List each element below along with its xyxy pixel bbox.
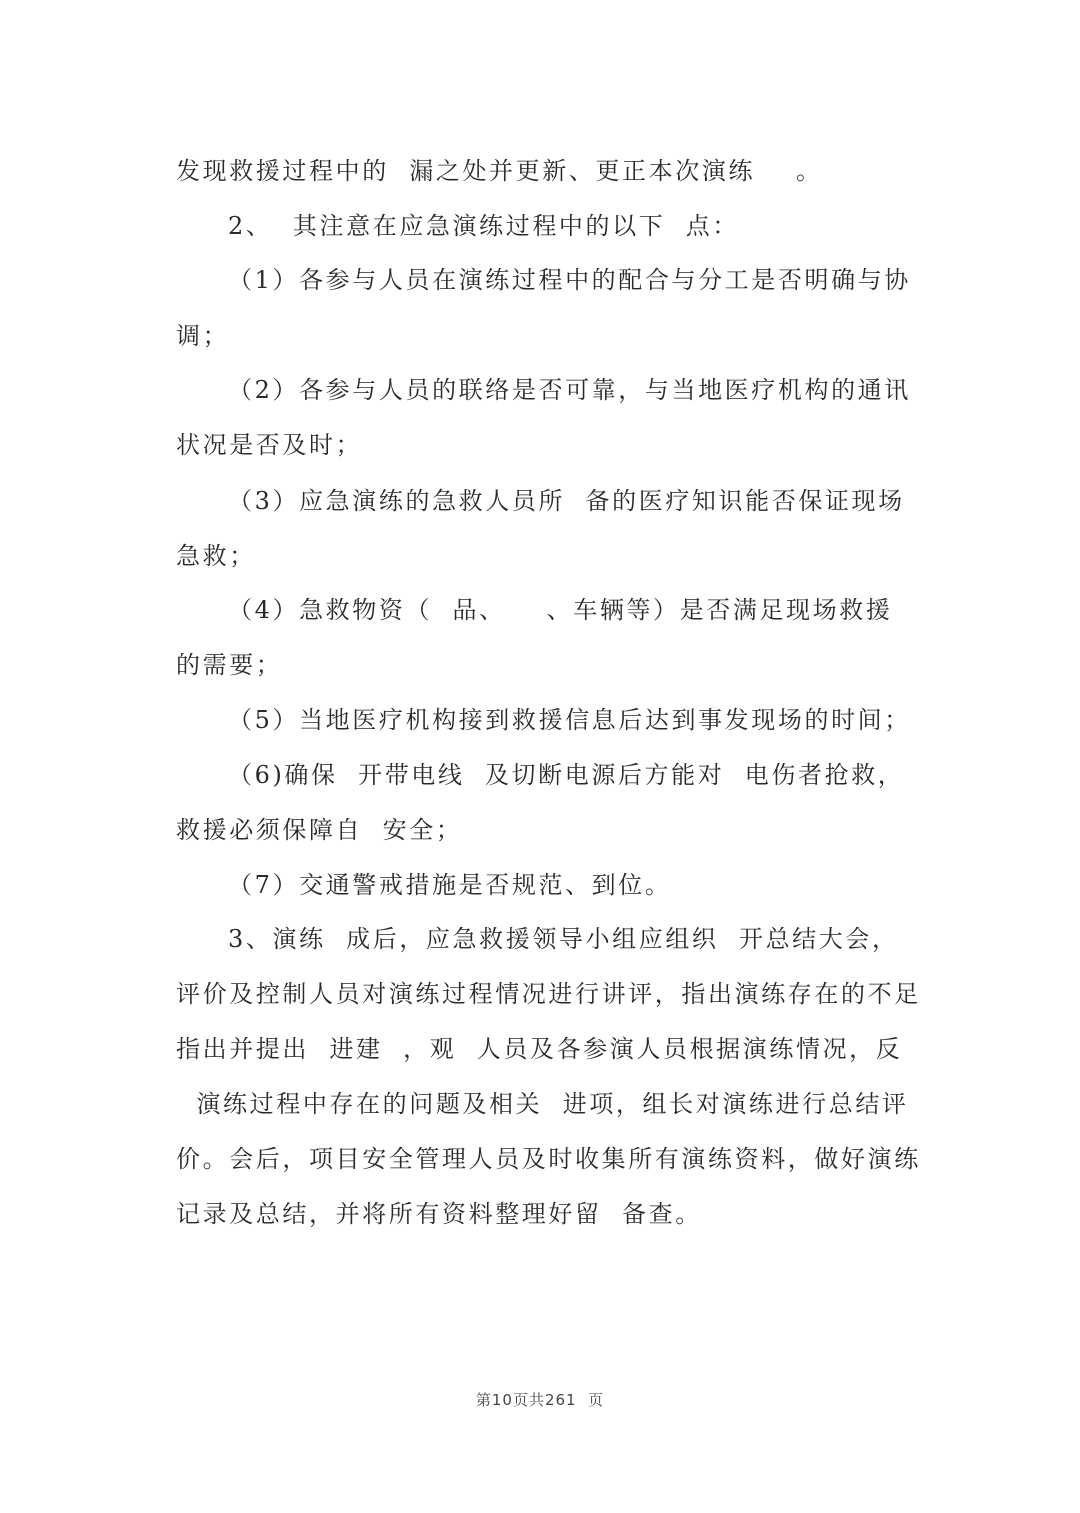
text-line-13: 救援必须保障自 安全； <box>176 816 463 844</box>
text-line-9: （4）急救物资（ 品、 、车辆等）是否满足现场救援 <box>228 596 893 624</box>
text-line-18: 演练过程中存在的问题及相关 进项，组长对演练进行总结评 <box>176 1090 909 1118</box>
text-line-15: 3、演练 成后，应急救援领导小组应组织 开总结大会， <box>228 925 899 953</box>
text-line-12: （6)确保 开带电线 及切断电源后方能对 电伤者抢救， <box>228 761 905 789</box>
text-line-3: （1）各参与人员在演练过程中的配合与分工是否明确与协 <box>228 266 911 294</box>
text-line-19: 价。会后，项目安全管理人员及时收集所有演练资料，做好演练 <box>176 1145 921 1173</box>
text-line-6: 状况是否及时； <box>176 431 363 459</box>
text-line-11: （5）当地医疗机构接到救援信息后达到事发现场的时间； <box>228 706 911 734</box>
text-line-20: 记录及总结，并将所有资料整理好留 备查。 <box>176 1200 702 1228</box>
text-line-10: 的需要； <box>176 651 283 679</box>
text-line-17: 指出并提出 进建 ，观 人员及各参演人员根据演练情况，反 <box>176 1035 903 1063</box>
page-number: 第10页共261 页 <box>475 1391 605 1409</box>
text-line-8: 急救； <box>176 542 256 570</box>
text-line-5: （2）各参与人员的联络是否可靠，与当地医疗机构的通讯 <box>228 376 911 404</box>
text-line-2: 2、 其注意在应急演练过程中的以下 点： <box>228 212 739 240</box>
text-line-16: 评价及控制人员对演练过程情况进行讲评，指出演练存在的不足 <box>176 980 921 1008</box>
text-line-4: 调； <box>176 322 230 350</box>
text-line-7: （3）应急演练的急救人员所 备的医疗知识能否保证现场 <box>228 487 905 515</box>
text-line-14: （7）交通警戒措施是否规范、到位。 <box>228 871 672 899</box>
text-line-1: 发现救援过程中的 漏之处并更新、更正本次演练 。 <box>176 157 823 185</box>
